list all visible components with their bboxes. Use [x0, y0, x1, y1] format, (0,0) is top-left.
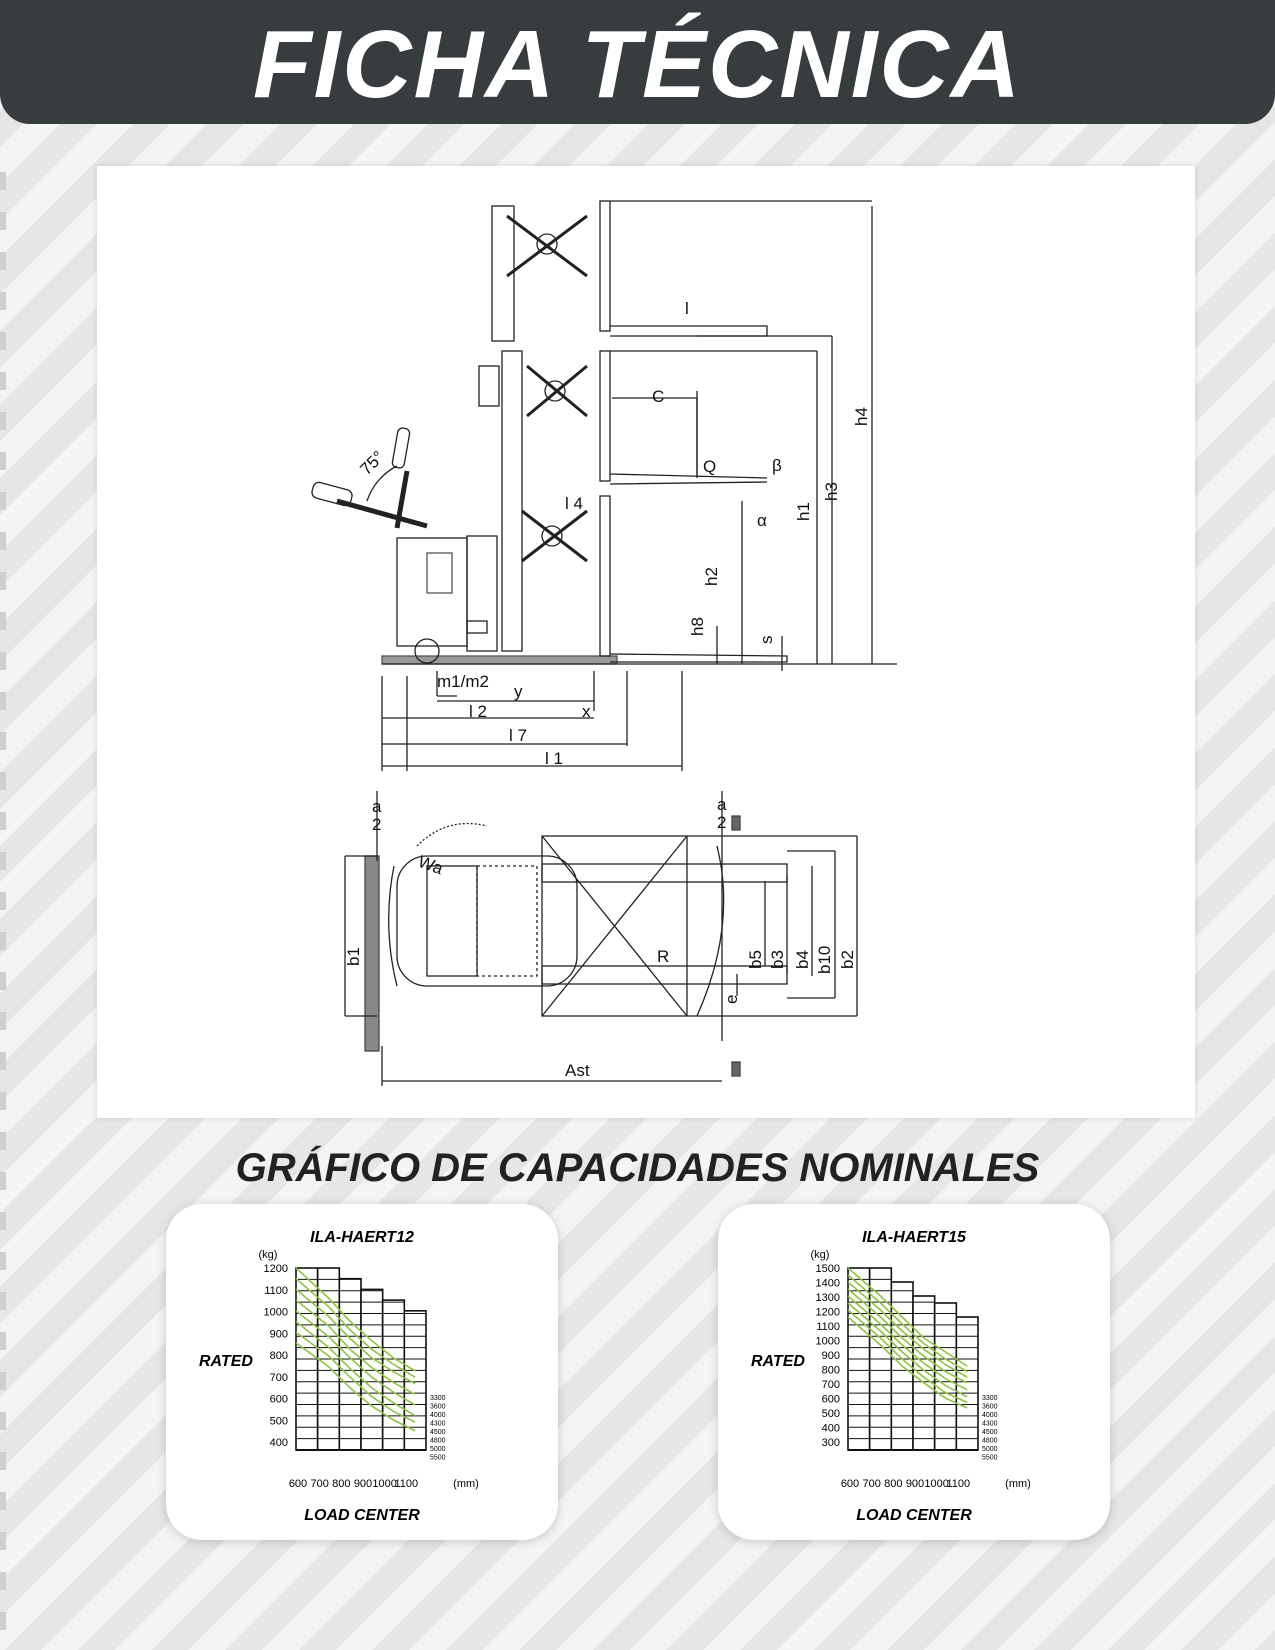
series-label: 5500: [430, 1454, 446, 1462]
y-tick-label: 1000: [815, 1335, 840, 1348]
label-h3: h3: [822, 482, 841, 501]
y-tick-label: 800: [269, 1350, 288, 1362]
chart-title: ILA-HAERT12: [310, 1229, 414, 1246]
series-label: 4500: [982, 1429, 998, 1436]
chart-card-haert15: [718, 1204, 1110, 1540]
y-unit: (kg): [258, 1249, 278, 1261]
y-tick-label: 1100: [816, 1321, 840, 1333]
y-tick-label: 600: [269, 1393, 288, 1406]
side-decoration: [0, 150, 6, 1630]
label-b1: b1: [344, 947, 363, 966]
label-y: y: [514, 682, 523, 701]
chart-title: ILA-HAERT15: [862, 1229, 966, 1246]
y-tick-label: 400: [821, 1422, 840, 1435]
series-label: 4300: [982, 1420, 998, 1428]
x-unit: (mm): [453, 1478, 479, 1490]
y-tick-label: 700: [269, 1371, 288, 1384]
x-axis-title: LOAD CENTER: [856, 1507, 972, 1524]
y-tick-label: 500: [269, 1415, 288, 1428]
series-label: 5500: [982, 1454, 998, 1462]
capacity-chart-haert12: [166, 1204, 558, 1540]
technical-drawing: [97, 166, 1195, 1118]
label-ast: Ast: [565, 1061, 590, 1080]
y-tick-label: 1500: [815, 1263, 840, 1275]
series-label: 3600: [430, 1403, 446, 1411]
label-beta: β: [772, 456, 782, 475]
series-label: 3300: [430, 1395, 446, 1402]
series-label: 4800: [982, 1437, 998, 1445]
x-tick-label: 700: [310, 1478, 329, 1490]
x-tick-label: 800: [332, 1478, 351, 1490]
label-b5: b5: [746, 950, 765, 969]
x-axis-title: LOAD CENTER: [304, 1507, 420, 1524]
series-label: 4000: [430, 1412, 446, 1419]
label-b10: b10: [815, 945, 834, 974]
label-h4: h4: [852, 407, 871, 426]
chart-card-haert12: [166, 1204, 558, 1540]
x-tick-label: 600: [840, 1478, 860, 1490]
header-banner: [0, 0, 1275, 124]
label-x: x: [582, 702, 591, 721]
y-tick-label: 500: [821, 1408, 840, 1420]
label-r: R: [657, 947, 670, 966]
series-label: 4500: [430, 1429, 446, 1436]
series-label: 5000: [982, 1446, 998, 1453]
label-b4: b4: [793, 950, 812, 969]
series-label: 4800: [430, 1437, 446, 1445]
label-l7: l 7: [509, 726, 527, 745]
y-tick-label: 800: [821, 1364, 840, 1377]
label-q: Q: [703, 457, 717, 476]
y-axis-title: RATED: [751, 1353, 805, 1370]
y-tick-label: 1400: [815, 1277, 840, 1290]
capacity-bar: [956, 1317, 978, 1450]
label-a-left: a: [372, 797, 382, 816]
series-label: 4300: [430, 1420, 446, 1428]
x-unit: (mm): [1005, 1478, 1031, 1490]
label-a-right: a: [717, 795, 727, 814]
y-tick-label: 400: [269, 1437, 288, 1449]
label-angle: 75°: [356, 447, 389, 479]
label-l: l: [685, 299, 689, 318]
x-tick-label: 900: [353, 1478, 373, 1490]
y-tick-label: 1200: [263, 1263, 288, 1275]
section-title: GRÁFICO DE CAPACIDADES NOMINALES: [235, 1146, 1040, 1190]
y-tick-label: 1100: [264, 1284, 288, 1297]
x-tick-label: 700: [862, 1478, 881, 1490]
y-tick-label: 1300: [815, 1292, 840, 1304]
y-tick-label: 1000: [263, 1306, 288, 1319]
label-l2: l 2: [469, 702, 487, 721]
label-c: C: [652, 387, 665, 406]
series-label: 5000: [430, 1446, 446, 1453]
x-tick-label: 1100: [394, 1478, 419, 1490]
x-tick-label: 1000: [924, 1478, 949, 1490]
x-tick-label: 900: [905, 1478, 925, 1490]
technical-drawing-panel: [97, 166, 1195, 1118]
y-tick-label: 700: [821, 1379, 840, 1391]
label-s: s: [757, 635, 776, 644]
label-a-right-den: 2: [717, 813, 727, 832]
y-tick-label: 1200: [815, 1306, 840, 1319]
label-l4: l 4: [565, 494, 583, 513]
page-title: FICHA TÉCNICA: [252, 11, 1023, 118]
y-tick-label: 300: [821, 1437, 840, 1449]
y-tick-label: 600: [821, 1393, 840, 1406]
label-b3: b3: [768, 950, 787, 969]
wall-hatch: [365, 856, 379, 1051]
y-tick-label: 900: [821, 1350, 840, 1362]
label-wa: Wa: [415, 851, 446, 879]
capacity-chart-haert15: [718, 1204, 1110, 1540]
y-tick-label: 900: [269, 1328, 288, 1341]
label-l1: l 1: [545, 749, 563, 768]
label-e: e: [722, 994, 741, 1004]
label-h8: h8: [688, 617, 707, 636]
truck-body: [397, 538, 467, 646]
label-h1: h1: [794, 502, 813, 521]
series-label: 4000: [982, 1412, 998, 1419]
label-m1m2: m1/m2: [437, 672, 489, 691]
label-alpha: α: [757, 511, 767, 530]
y-axis-title: RATED: [199, 1353, 253, 1370]
label-a-left-den: 2: [372, 815, 382, 834]
x-tick-label: 1000: [372, 1478, 397, 1490]
x-tick-label: 600: [288, 1478, 308, 1490]
x-tick-label: 800: [884, 1478, 903, 1490]
series-label: 3300: [982, 1395, 998, 1402]
label-b2: b2: [838, 950, 857, 969]
x-tick-label: 1100: [946, 1478, 971, 1490]
y-unit: (kg): [810, 1249, 830, 1261]
label-h2: h2: [702, 567, 721, 586]
series-label: 3600: [982, 1403, 998, 1411]
